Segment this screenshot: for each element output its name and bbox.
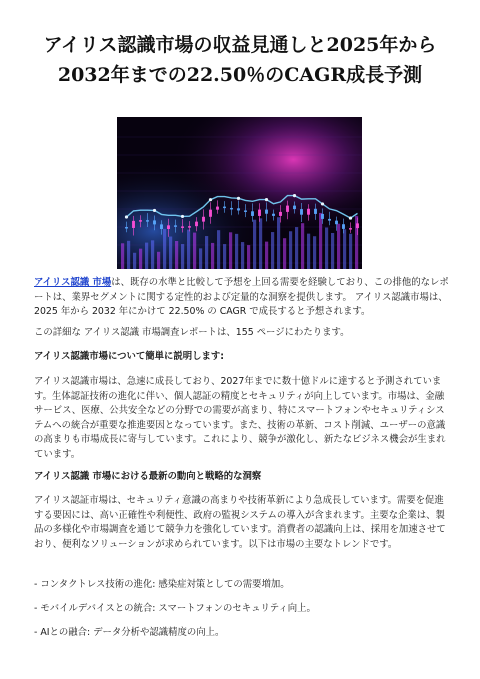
candle-body <box>321 214 324 219</box>
candle-body <box>258 210 261 216</box>
pages-note-text: この詳細な アイリス認識 市場調査レポートは、155 ページにわたります。 <box>34 327 350 338</box>
section2-body <box>34 494 450 552</box>
volume-bar <box>301 223 304 269</box>
section2-body-text: アイリス認証市場は、セキュリティ意識の高まりや技術革新により急成長しています。需要を促進する要因には、高い正確性や利便性、政府の監視システムの導入が含まれます。主要な企業は、製品の多様化や市場調査を通じて競争力を強化しています。消費者の認識向上は、採用を加速させており、便利なソリューションが求められています。以下は市場の主要なトレンドです。 <box>34 495 446 550</box>
volume-bar <box>247 245 250 269</box>
volume-bar <box>319 213 322 269</box>
trend-item <box>34 626 450 641</box>
volume-bar <box>295 227 298 269</box>
candle-body <box>146 220 149 222</box>
volume-bar <box>265 242 268 269</box>
candle-body <box>132 221 135 228</box>
volume-bar <box>349 234 352 269</box>
volume-bar <box>259 218 262 269</box>
candle-body <box>160 224 163 229</box>
trend-node <box>321 202 324 205</box>
candle-body <box>230 208 233 210</box>
trend-node <box>181 215 184 218</box>
candle-body <box>251 211 254 216</box>
pages-note <box>34 326 450 341</box>
trend-node <box>237 197 240 200</box>
volume-bar <box>121 243 124 269</box>
candle-body <box>300 209 303 215</box>
candle-body <box>195 222 198 227</box>
trend-item <box>34 578 450 593</box>
candle-body <box>125 227 128 229</box>
trend-node <box>209 198 212 201</box>
title-line-2: 2032年までの22.50％のCAGR成長予測 <box>57 64 423 86</box>
volume-bar <box>313 236 316 269</box>
candle-body <box>356 223 359 228</box>
volume-bar <box>199 248 202 269</box>
section1-heading-text: アイリス認識市場について簡単に説明します: <box>34 351 225 362</box>
candle-body <box>202 217 205 222</box>
candle-body <box>188 226 191 228</box>
volume-bar <box>127 241 130 269</box>
volume-bar <box>235 234 238 269</box>
trend-node <box>153 209 156 212</box>
volume-bar <box>151 240 154 269</box>
candle-body <box>328 219 331 221</box>
intro-paragraph <box>34 276 450 320</box>
volume-bar <box>217 230 220 269</box>
volume-bar <box>271 232 274 269</box>
hero-chart-graphic <box>117 117 362 269</box>
candle-body <box>167 225 170 229</box>
volume-bar <box>169 236 172 269</box>
volume-bar <box>223 244 226 269</box>
hero-chart-image <box>117 117 362 269</box>
volume-bar <box>175 241 178 269</box>
trend-item <box>34 602 450 617</box>
candle-body <box>307 209 310 215</box>
volume-bar <box>157 252 160 269</box>
candle-body <box>244 210 247 212</box>
volume-bar <box>331 233 334 269</box>
trend-node <box>265 198 268 201</box>
candle-body <box>174 225 177 227</box>
candle-body <box>279 212 282 216</box>
volume-bar <box>229 232 232 269</box>
volume-bar <box>211 243 214 269</box>
candle-body <box>139 220 142 222</box>
candle-body <box>153 220 156 224</box>
volume-bar <box>253 220 256 269</box>
volume-bar <box>337 224 340 269</box>
candle-body <box>223 207 226 209</box>
candle-body <box>293 206 296 210</box>
intro-text: は、既存の水準と比較して予想を上回る需要を経験しており、この排他的なレポートは、業界セグメントに関する定性的および定量的な洞察を提供します。 アイリス認識市場は、2025 年から 2032 年にかけて 22.50% の CAGR で成長すると予想されます。 <box>34 277 449 318</box>
candle-body <box>209 210 212 217</box>
volume-bar <box>277 217 280 269</box>
candle-body <box>272 214 275 216</box>
section2-heading-text: アイリス認識 市場における最新の動向と戦略的な洞察 <box>34 471 262 482</box>
candle-body <box>286 206 289 212</box>
volume-bar <box>187 230 190 269</box>
volume-bar <box>181 244 184 269</box>
volume-bar <box>139 249 142 269</box>
trend-item-text: - コンタクトレス技術の進化: 感染症対策としての需要増加。 <box>34 579 290 590</box>
candle-body <box>342 224 345 229</box>
volume-bar <box>343 229 346 269</box>
trend-node <box>125 215 128 218</box>
volume-bar <box>205 236 208 269</box>
candle-body <box>314 209 317 214</box>
section1-heading <box>34 350 450 365</box>
candle-body <box>181 226 184 228</box>
volume-bar <box>133 253 136 269</box>
volume-bar <box>307 234 310 269</box>
section2-heading <box>34 470 450 485</box>
volume-bar <box>325 228 328 269</box>
candle-body <box>237 208 240 210</box>
candle-body <box>349 228 352 230</box>
volume-bar <box>241 242 244 269</box>
market-link[interactable]: アイリス認識 市場 <box>34 277 112 288</box>
volume-bar <box>193 233 196 269</box>
trend-node <box>349 216 352 219</box>
volume-bar <box>145 243 148 269</box>
candle-body <box>335 221 338 225</box>
volume-bar <box>163 229 166 269</box>
trend-item-text: - AIとの融合: データ分析や認識精度の向上。 <box>34 627 225 638</box>
section1-body <box>34 375 450 463</box>
title-line-1: アイリス認識市場の収益見通しと2025年から <box>43 34 437 56</box>
section1-body-text: アイリス認識市場は、急速に成長しており、2027年までに数十億ドルに達すると予測されています。生体認証技術の進化に伴い、個人認証の精度とセキュリティが向上しています。市場は、金融サービス、医療、公共安全などの分野での需要が高まり、特にスマートフォンやセキュリティシステムへの統合が重要な推進要因となっています。また、技術の革新、コスト削減、ユーザーの意識の高まりも市場成長に寄与しています。これにより、競争が激化し、新たなビジネス機会が生まれています。 <box>34 376 446 460</box>
volume-bar <box>289 231 292 269</box>
candle-body <box>216 207 219 210</box>
candle-body <box>265 210 268 214</box>
page-title <box>20 30 460 90</box>
trend-item-text: - モバイルデバイスとの統合: スマートフォンのセキュリティ向上。 <box>34 603 316 614</box>
trend-node <box>293 194 296 197</box>
volume-bar <box>283 238 286 269</box>
